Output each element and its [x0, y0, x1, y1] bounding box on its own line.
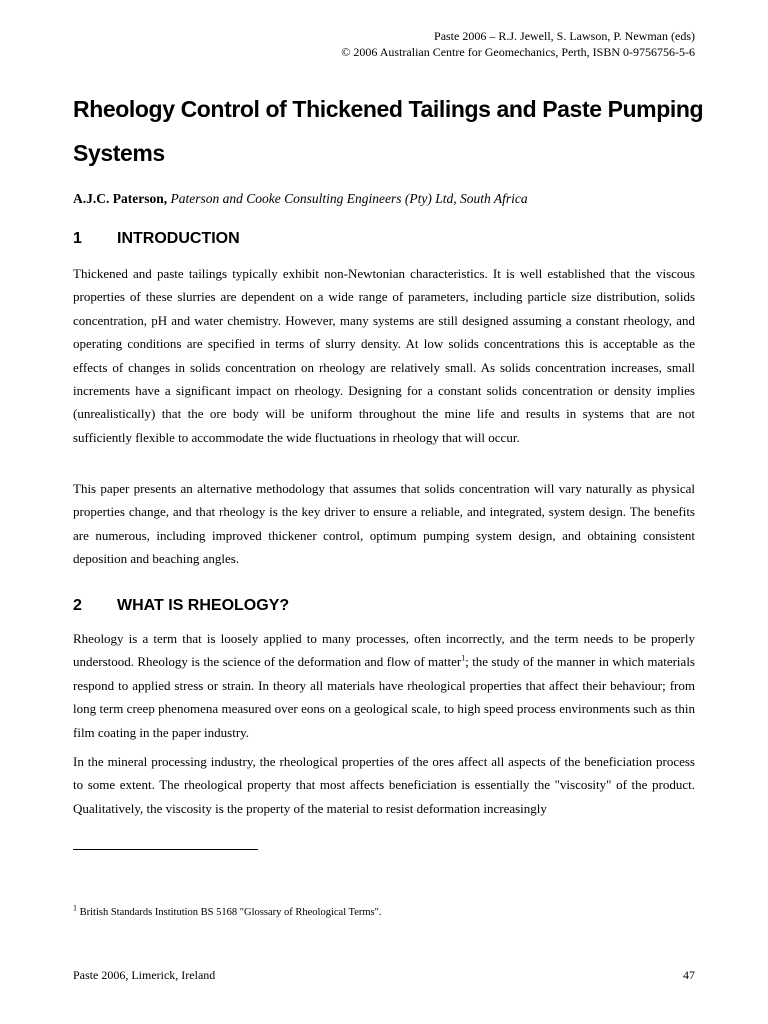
rheology-paragraph-2: In the mineral processing industry, the rheological properties of the ores affect all aspects of the beneficiation process to some extent. The rheological property that most affects beneficiation is essentially the "viscosity" of the product. Qualitatively, the viscosity is the property of the material to resist deformation increasingly	[73, 754, 695, 816]
intro-paragraph-1: Thickened and paste tailings typically exhibit non-Newtonian characteristics. It is well established that the viscous properties of these slurries are dependent on a wide range of parameters, including particle size distribution, solids concentration, pH and water chemistry. However, many systems are still designed assuming a constant rheology, and operating conditions are specified in terms of slurry density. At low solids concentrations this is acceptable as the effects of changes in solids concentration on rheology are relatively small. As solids concentration increases, small increments have a significant impact on rheology. Designing for a constant solids concentration or density implies (unrealistically) that the ore body will be uniform throughout the mine life and results in systems that are not sufficiently flexible to accommodate the wide fluctuations in rheology that will occur.	[73, 266, 695, 445]
section-title: INTRODUCTION	[117, 230, 240, 247]
section-heading-what-is-rheology	[73, 596, 289, 616]
running-head	[341, 28, 695, 60]
intro-paragraph-2: This paper presents an alternative methodology that assumes that solids concentration will vary naturally as physical properties change, and that rheology is the key driver to ensure a reliable, and integrated, system design. The benefits are numerous, including improved thickener control, optimum pumping system design, and obtaining consistent deposition and beaching angles.	[73, 481, 695, 567]
page-number: 47	[683, 968, 695, 982]
footnote-reference: 1	[461, 654, 466, 664]
footnote	[73, 903, 382, 920]
footnote-marker: 1	[73, 903, 77, 913]
author-affiliation: Paterson and Cooke Consulting Engineers (Pty) Ltd, South Africa	[170, 191, 528, 206]
footnote-text: British Standards Institution BS 5168 "Glossary of Rheological Terms".	[77, 907, 382, 918]
paragraph-text: Rheology is a term that is loosely applied to many processes, often incorrectly, and the term needs to be properly understood. Rheology is the science of the deformation and flow of matter	[73, 631, 695, 670]
author-line	[73, 189, 528, 209]
footnote-divider	[73, 849, 258, 850]
running-head-line-1: Paste 2006 – R.J. Jewell, S. Lawson, P. Newman (eds)	[434, 29, 695, 43]
section-heading-introduction	[73, 229, 240, 249]
section-title: WHAT IS RHEOLOGY?	[117, 597, 290, 614]
paper-title: Rheology Control of Thickened Tailings and Paste Pumping Systems	[73, 96, 704, 166]
section-number: 1	[73, 230, 82, 247]
section-number: 2	[73, 597, 82, 614]
rheology-paragraph-1	[73, 627, 695, 744]
paragraph-text: ; the study of the manner in which materials respond to applied stress or strain. In theory all materials have rheological properties that affect their behaviour; from long term creep phenomena measured over eons on a geological scale, to high speed process environments such as thin film coating in the paper industry.	[73, 654, 695, 740]
running-head-line-2: © 2006 Australian Centre for Geomechanics, Perth, ISBN 0-9756756-5-6	[341, 45, 695, 59]
author-name: A.J.C. Paterson,	[73, 191, 168, 206]
footer-conference: Paste 2006, Limerick, Ireland	[73, 968, 216, 982]
